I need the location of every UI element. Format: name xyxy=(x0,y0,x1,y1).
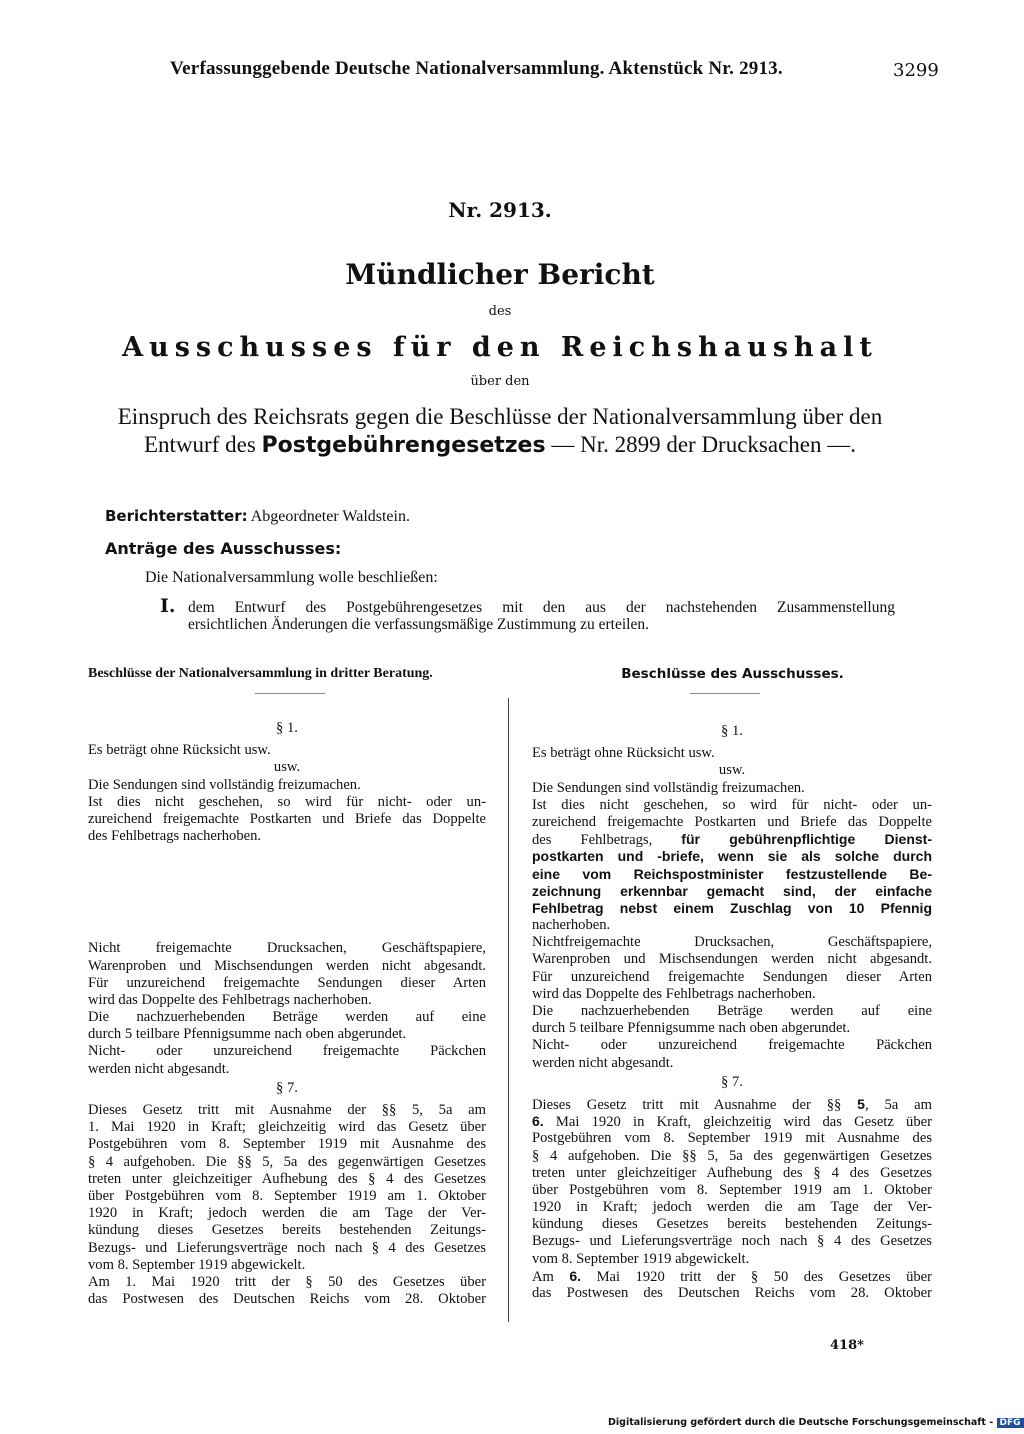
text-line xyxy=(88,828,486,845)
text-line xyxy=(88,811,486,828)
spacer xyxy=(88,845,486,940)
text-line xyxy=(532,814,932,831)
text-line xyxy=(532,1251,932,1268)
amended-text: eine vom Reichspostminister festzustellende Be- xyxy=(532,865,932,882)
text-line xyxy=(532,1113,932,1130)
text-line xyxy=(88,1026,486,1043)
section-heading: § 7. xyxy=(276,1079,298,1096)
text-line xyxy=(532,1182,932,1199)
text-line xyxy=(88,1291,486,1308)
line-text: Bezugs- und Lieferungsverträge noch nach § 4 des Gesetzes xyxy=(532,1233,932,1250)
section-heading: § 1. xyxy=(721,723,743,739)
text-line xyxy=(532,883,932,900)
text-line xyxy=(532,951,932,968)
text-line xyxy=(88,1043,486,1060)
line-text: Ist dies nicht geschehen, so wird für nicht- oder un- xyxy=(532,796,932,813)
text-line xyxy=(88,794,486,811)
motions-label: Anträge des Ausschusses: xyxy=(105,539,342,558)
line-text: das Postwesen des Deutschen Reichs vom 28. Oktober xyxy=(88,1291,486,1308)
text-line xyxy=(532,917,932,934)
paragraph xyxy=(88,794,486,846)
text-line xyxy=(532,1130,932,1147)
reporter-name: Abgeordneter Waldstein. xyxy=(250,508,410,525)
amended-text: 6. xyxy=(532,1113,544,1130)
law-name: Postgebührengesetzes xyxy=(261,433,546,458)
ueber-label: über den xyxy=(470,374,530,389)
text-line xyxy=(88,1061,486,1078)
report-heading: Mündlicher Bericht xyxy=(345,258,655,291)
text-line xyxy=(88,958,486,975)
text-line xyxy=(88,1205,486,1222)
footer-credit-text: Digitalisierung gefördert durch die Deutsche Forschungsgemeinschaft - xyxy=(608,1417,994,1428)
text-line xyxy=(88,975,486,992)
des-label: des xyxy=(488,304,512,319)
text-line xyxy=(532,1020,932,1037)
amended-text: für gebührenpflichtige Dienst- xyxy=(681,831,932,848)
line-text: nacherhoben. xyxy=(532,917,611,934)
amended-text: Fehlbetrag nebst einem Zuschlag von 10 Pfennig xyxy=(532,899,932,916)
line-text: § 4 aufgehoben. Die §§ 5, 5a des gegenwärtigen Gesetzes xyxy=(88,1153,486,1170)
text-line xyxy=(88,1136,486,1153)
resolve-text: Die Nationalversammlung wolle beschließen: xyxy=(145,569,438,586)
text-line xyxy=(532,797,932,814)
text-line: usw. xyxy=(273,759,301,776)
line-text: zureichend freigemachte Postkarten und Briefe das Doppelte xyxy=(532,813,932,830)
paragraph xyxy=(88,777,486,794)
document-number: Nr. 2913. xyxy=(448,198,552,222)
text-line xyxy=(532,848,932,865)
item-numeral: I. xyxy=(160,595,176,617)
line-text: Die Sendungen sind vollständig freizumachen. xyxy=(88,776,361,793)
text-line xyxy=(532,934,932,951)
item-line: ersichtlichen Änderungen die verfassungsmäßige Zustimmung zu erteilen. xyxy=(188,616,649,633)
text-line: usw. xyxy=(718,762,746,779)
line-text: § 4 aufgehoben. Die §§ 5, 5a des gegenwärtigen Gesetzes xyxy=(532,1147,932,1164)
text-line xyxy=(88,1308,486,1325)
text-line xyxy=(532,986,932,1003)
line-text: vom 8. September 1919 abgewickelt. xyxy=(88,1256,306,1273)
line-text: durch 5 teilbare Pfennigsumme nach oben abgerundet. xyxy=(88,1026,407,1043)
text-line xyxy=(532,1199,932,1216)
text-line xyxy=(88,1102,486,1119)
paragraph xyxy=(532,1003,932,1037)
line-text: Mai 1920 tritt der § 50 des Gesetzes über xyxy=(581,1268,932,1285)
line-text: durch 5 teilbare Pfennigsumme nach oben abgerundet. xyxy=(532,1020,851,1037)
line-text: 1920 in Kraft; jedoch werden die am Tage der Ver- xyxy=(88,1205,486,1222)
line-text: über Postgebühren vom 8. September 1919 am 1. Oktober xyxy=(532,1181,932,1198)
paragraph xyxy=(532,797,932,935)
line-text: , 5a am xyxy=(864,1096,932,1113)
right-column-heading: Beschlüsse des Ausschusses. xyxy=(621,666,844,682)
paragraph xyxy=(88,940,486,1009)
text-line xyxy=(532,1096,932,1113)
text-line xyxy=(88,1119,486,1136)
text-line xyxy=(532,1037,932,1054)
line-text: Für unzureichend freigemachte Sendungen dieser Arten xyxy=(532,968,932,985)
line-text: werden nicht abgesandt. xyxy=(532,1054,674,1071)
text-line xyxy=(532,1055,932,1072)
text-line xyxy=(532,1302,932,1319)
heading-rule xyxy=(255,693,325,694)
text-line xyxy=(532,969,932,986)
paragraph xyxy=(532,934,932,1003)
text-line xyxy=(88,940,486,957)
paragraph xyxy=(88,742,486,759)
paragraph xyxy=(88,1009,486,1043)
reporter-label: Berichterstatter: xyxy=(105,507,248,525)
line-text: kündung dieses Gesetzes bereits bestehenden Zeitungs- xyxy=(88,1222,486,1239)
item-text xyxy=(188,599,895,633)
text-line xyxy=(88,992,486,1009)
text-line xyxy=(532,900,932,917)
reporter-line xyxy=(105,507,410,526)
line-text: zureichend freigemachte Postkarten und Briefe das Doppelte xyxy=(88,810,486,827)
running-header: Verfassunggebende Deutsche Nationalversammlung. Aktenstück Nr. 2913. xyxy=(170,58,783,79)
line-text: Am xyxy=(532,1268,570,1285)
footer-credit xyxy=(608,1417,1024,1428)
text-line xyxy=(532,866,932,883)
text-line xyxy=(88,1222,486,1239)
section-heading: § 1. xyxy=(276,720,298,736)
line-text: über Postgebühren vom 8. September 1919 am 1. Oktober xyxy=(88,1187,486,1204)
line-text: 1920 in Kraft; jedoch werden die am Tage der Ver- xyxy=(532,1199,932,1216)
paragraph xyxy=(88,1274,486,1326)
amended-text: 6. xyxy=(569,1267,582,1284)
line-text: kündung dieses Gesetzes bereits bestehenden Zeitungs- xyxy=(532,1216,932,1233)
line-text: Nicht freigemachte Drucksachen, Geschäftspapiere, xyxy=(88,940,486,957)
line-text: Nicht- oder unzureichend freigemachte Päckchen xyxy=(88,1043,486,1060)
line-text: Die Sendungen sind vollständig freizumachen. xyxy=(532,779,805,796)
dfg-logo: DFG xyxy=(997,1418,1024,1428)
amended-text: 5 xyxy=(857,1095,865,1112)
heading-rule xyxy=(690,693,760,694)
line-text: wird das Doppelte des Fehlbetrags nacherhoben. xyxy=(532,985,816,1002)
subject-text: Entwurf des xyxy=(144,432,262,457)
line-text: Mai 1920 in Kraft, gleichzeitig wird das Gesetz über xyxy=(543,1114,932,1131)
text-line xyxy=(532,831,932,848)
line-text: Die nachzuerhebenden Beträge werden auf eine xyxy=(532,1003,932,1019)
line-text: des Fehlbetrags, xyxy=(532,832,682,849)
line-text: Es beträgt ohne Rücksicht usw. xyxy=(532,745,715,762)
line-text: Für unzureichend freigemachte Sendungen dieser Arten xyxy=(88,974,486,991)
left-column xyxy=(88,718,486,1325)
text-line xyxy=(88,1257,486,1274)
text-line xyxy=(88,777,486,794)
text-line xyxy=(532,1165,932,1182)
line-text: Am 1. Mai 1920 tritt der § 50 des Gesetzes über xyxy=(88,1273,486,1290)
subject-line-1: Einspruch des Reichsrats gegen die Beschlüsse der Nationalversammlung über den xyxy=(117,404,883,429)
paragraph xyxy=(532,1096,932,1268)
line-text: Bezugs- und Lieferungsverträge noch nach § 4 des Gesetzes xyxy=(88,1239,486,1256)
line-text: Die nachzuerhebenden Beträge werden auf eine xyxy=(88,1009,486,1026)
amended-text: zeichnung erkennbar gemacht sind, der einfache xyxy=(532,882,932,899)
line-text: wird das Doppelte des Fehlbetrags nacherhoben. xyxy=(88,991,372,1008)
line-text: Warenproben und Mischsendungen werden nicht abgesandt. xyxy=(532,951,932,968)
line-text: 1. Mai 1920 in Kraft; gleichzeitig wird das Gesetz über xyxy=(88,1119,486,1136)
left-column-heading: Beschlüsse der Nationalversammlung in dritter Beratung. xyxy=(88,666,433,681)
signature-mark: 418* xyxy=(830,1338,864,1353)
column-divider xyxy=(508,698,509,1322)
item-line: dem Entwurf des Postgebührengesetzes mit den aus der nachstehenden Zusammenstellung xyxy=(188,599,895,616)
text-line xyxy=(88,1171,486,1188)
line-text: Postgebühren vom 8. September 1919 mit Ausnahme des xyxy=(88,1136,486,1153)
text-line xyxy=(532,1216,932,1233)
line-text: werden nicht abgesandt. xyxy=(88,1060,230,1077)
line-text: Ist dies nicht geschehen, so wird für nicht- oder un- xyxy=(88,793,486,810)
amended-text: postkarten und -briefe, wenn sie als solche durch xyxy=(532,848,932,865)
text-line xyxy=(88,1274,486,1291)
line-text: vom 8. September 1919 abgewickelt. xyxy=(532,1250,750,1267)
paragraph xyxy=(88,1043,486,1077)
page-number: 3299 xyxy=(893,60,939,81)
subject-line-2 xyxy=(0,432,1000,458)
text-line xyxy=(532,780,932,797)
line-text: Nicht- oder unzureichend freigemachte Päckchen xyxy=(532,1037,932,1054)
text-line xyxy=(532,1268,932,1285)
line-text: Nichtfreigemachte Drucksachen, Geschäftspapiere, xyxy=(532,934,932,951)
line-text: treten unter gleichzeitiger Aufhebung des § 4 des Gesetzes xyxy=(88,1170,486,1187)
line-text: Es beträgt ohne Rücksicht usw. xyxy=(88,742,271,759)
line-text: treten unter gleichzeitiger Aufhebung des § 4 des Gesetzes xyxy=(532,1164,932,1181)
text-line xyxy=(88,742,486,759)
text-line xyxy=(88,1240,486,1257)
subject-text: — Nr. 2899 der Drucksachen —. xyxy=(545,432,856,457)
text-line xyxy=(532,745,932,762)
text-line xyxy=(88,1188,486,1205)
paragraph xyxy=(532,1037,932,1071)
text-line xyxy=(532,1285,932,1302)
text-line xyxy=(532,1003,932,1020)
line-text: das Postwesen des Deutschen Reichs vom 28. Oktober xyxy=(532,1285,932,1301)
committee-name: Ausschusses für den Reichshaushalt xyxy=(122,332,878,363)
paragraph xyxy=(532,1268,932,1320)
section-heading: § 7. xyxy=(721,1073,743,1090)
text-line xyxy=(88,1154,486,1171)
paragraph xyxy=(532,780,932,797)
paragraph xyxy=(88,1102,486,1274)
text-line xyxy=(532,1233,932,1250)
text-line xyxy=(532,1148,932,1165)
line-text: Dieses Gesetz tritt mit Ausnahme der §§ 5, 5a am xyxy=(88,1102,486,1118)
line-text: Dieses Gesetz tritt mit Ausnahme der §§ xyxy=(532,1096,858,1113)
right-column xyxy=(532,721,932,1319)
paragraph xyxy=(532,745,932,762)
line-text: Postgebühren vom 8. September 1919 mit Ausnahme des xyxy=(532,1130,932,1147)
text-line xyxy=(88,1009,486,1026)
line-text: des Fehlbetrags nacherhoben. xyxy=(88,828,262,845)
line-text: Warenproben und Mischsendungen werden nicht abgesandt. xyxy=(88,957,486,974)
